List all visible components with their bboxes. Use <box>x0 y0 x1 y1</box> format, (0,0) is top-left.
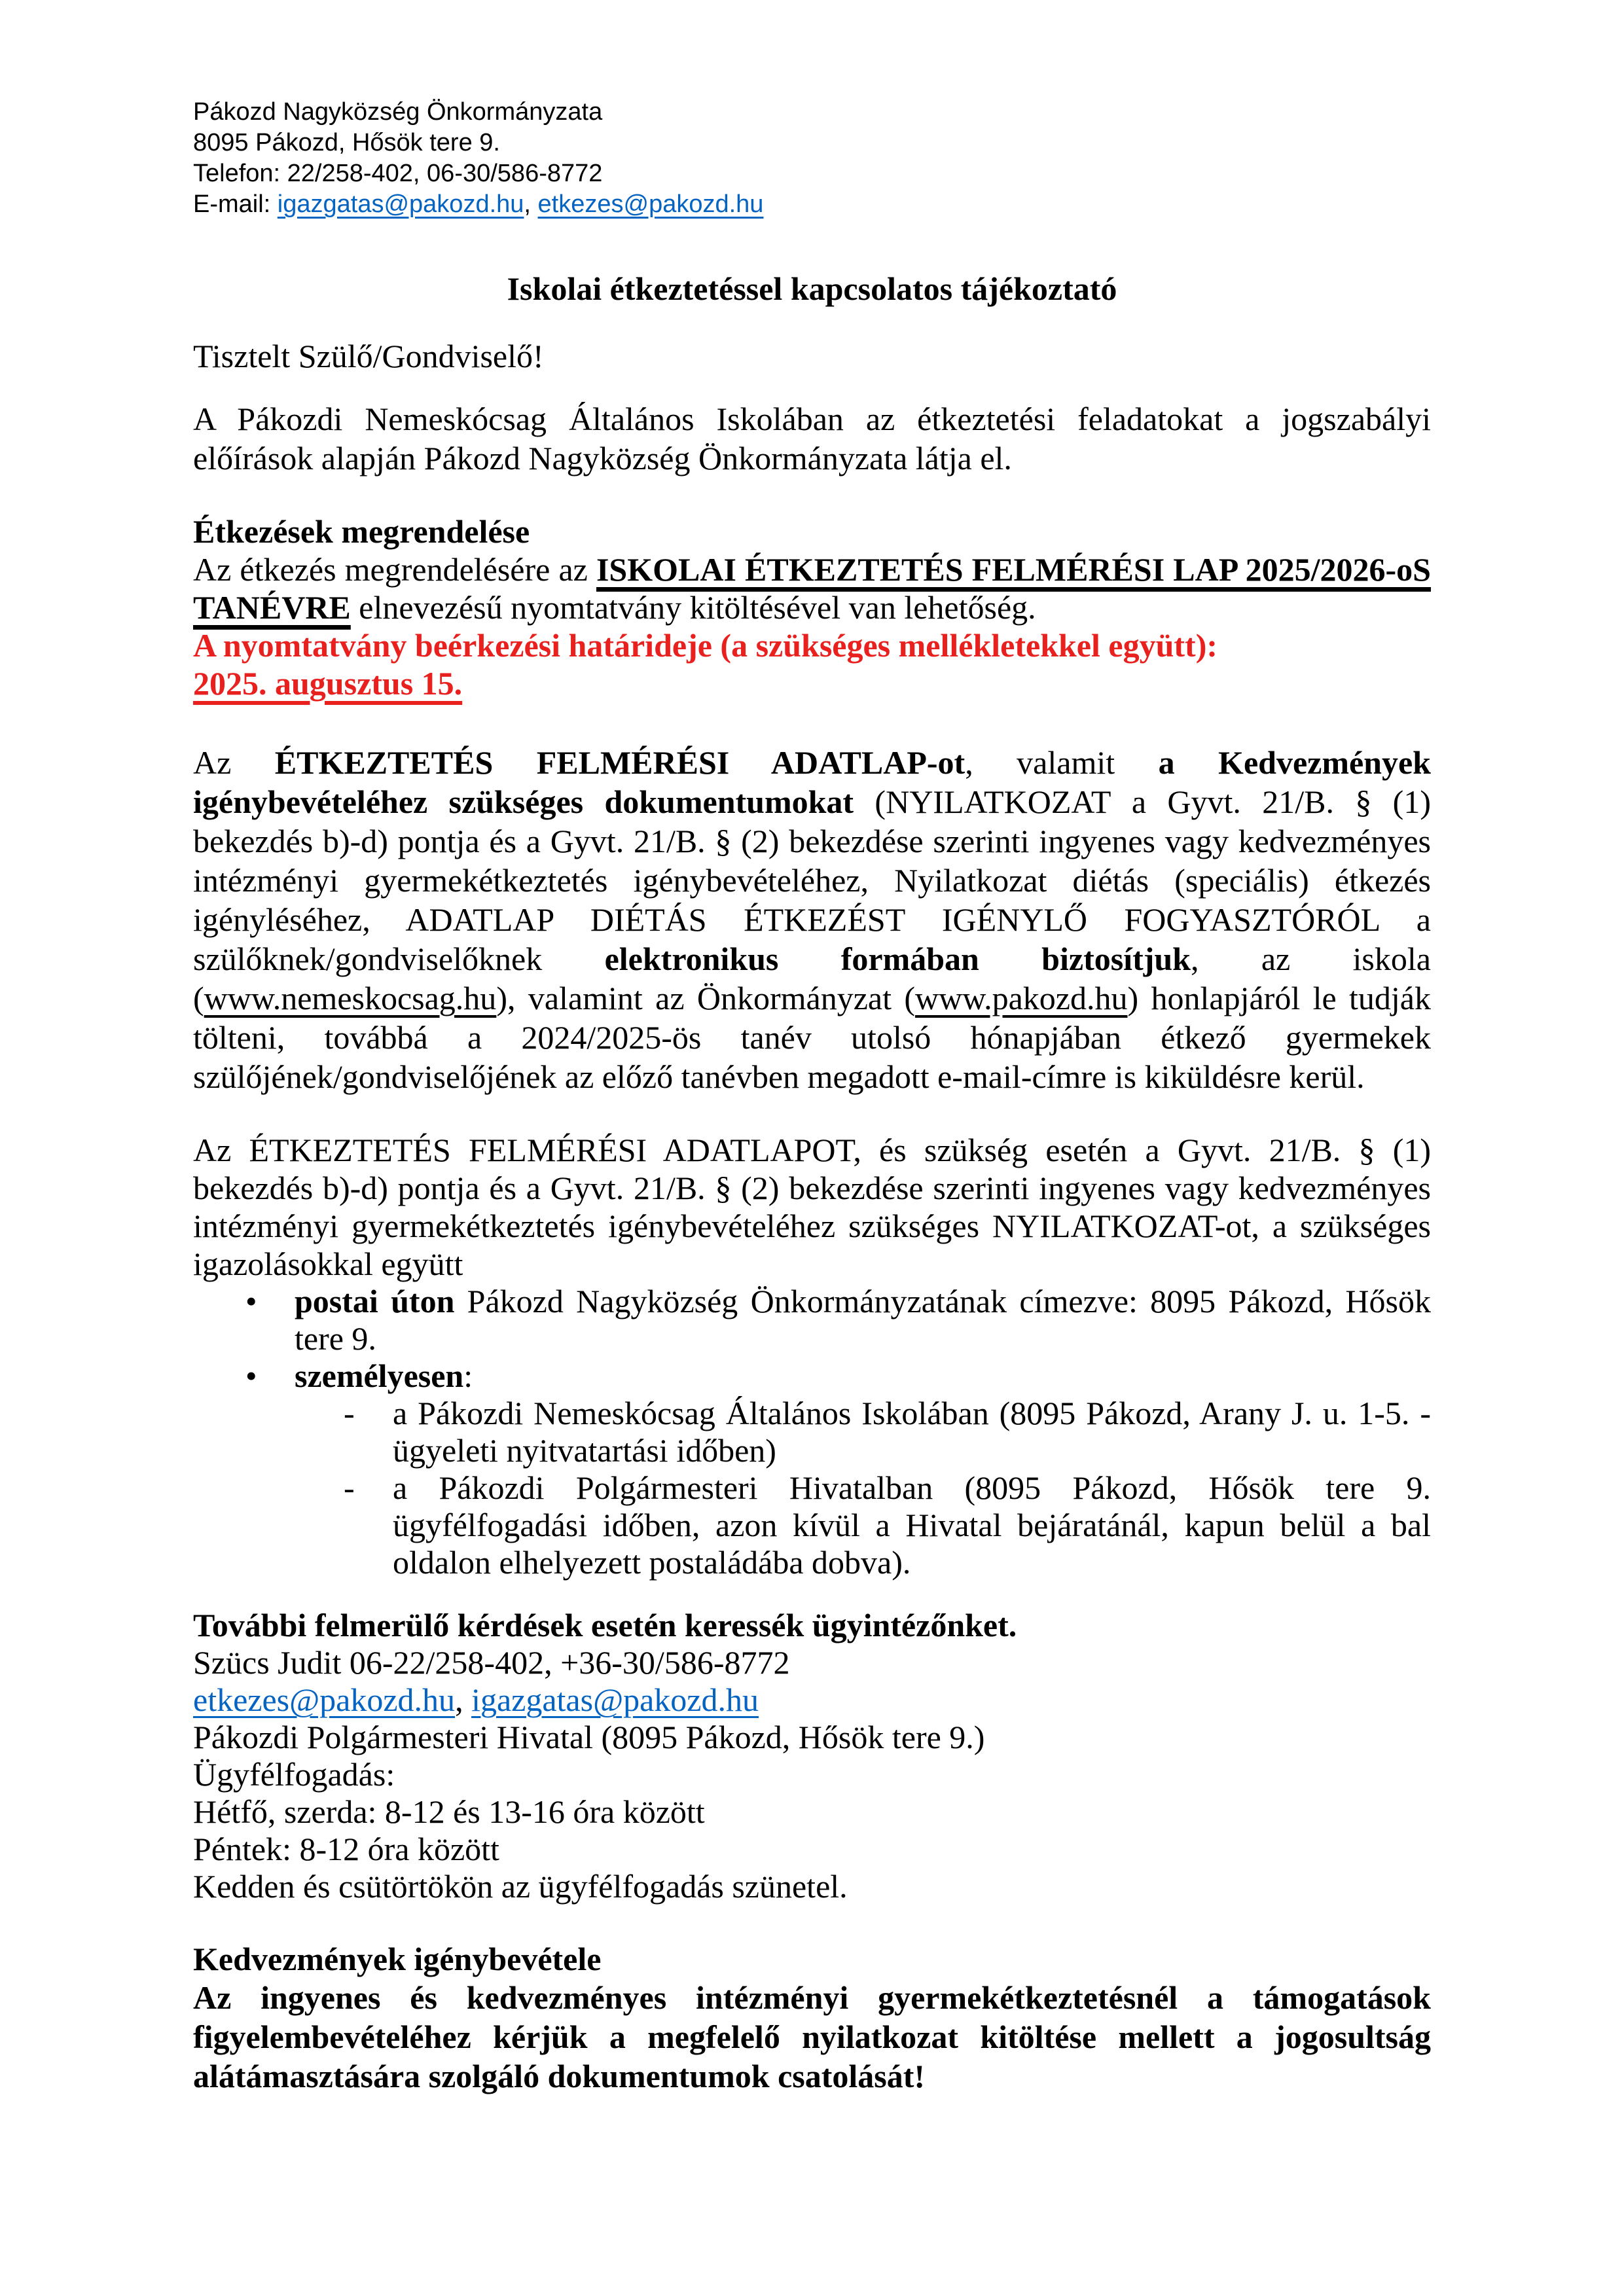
text-run: E-mail: <box>193 190 278 218</box>
bullet-marker: • <box>245 1357 257 1394</box>
text-run: , valamit <box>965 744 1159 781</box>
letterhead-org-name: Pákozd Nagyközség Önkormányzata <box>193 98 603 126</box>
email-link-igazgatas[interactable]: igazgatas@pakozd.hu <box>277 190 524 218</box>
office-hours-label: Ügyfélfogadás: <box>193 1756 395 1793</box>
document-title: Iskolai étkeztetéssel kapcsolatos tájékoztató <box>507 270 1117 307</box>
letterhead <box>193 97 1431 220</box>
order-section <box>193 512 1431 702</box>
dash-marker: - <box>344 1395 355 1431</box>
list-item-postal-text <box>295 1283 1431 1357</box>
text-run: : <box>463 1357 473 1394</box>
text-run: , <box>524 190 538 218</box>
text-run: ISKOLAI ÉTKEZTETÉS FELMÉRÉSI LAP 2025/2026-oS TANÉVRE <box>193 551 1431 626</box>
list-subitem-town-hall <box>193 1469 1431 1581</box>
email-link-etkezes[interactable]: etkezes@pakozd.hu <box>537 190 764 218</box>
letterhead-phone: Telefon: 22/258-402, 06-30/586-8772 <box>193 160 603 187</box>
deadline-label <box>193 626 1431 664</box>
discounts-paragraph: Az ingyenes és kedvezményes intézményi gyermekétkeztetésnél a támogatások figyelembevételéhez kérjük a megfelelő nyilatkozat kitöltése mellett a jogosultság alátámasztására szolgáló dokumentumok csatolását! <box>193 1979 1431 2094</box>
office-hours-closed-days: Kedden és csütörtökön az ügyfélfogadás szünetel. <box>193 1868 848 1905</box>
text-run: 2025. augusztus 15. <box>193 665 463 702</box>
text-run: Az étkezés megrendelésére az <box>193 551 596 588</box>
discounts-heading: Kedvezmények igénybevétele <box>193 1941 602 1977</box>
list-subitem-town-hall-text <box>393 1469 1431 1581</box>
list-item-in-person <box>193 1357 1431 1395</box>
text-run: ), valamint az Önkormányzat ( <box>496 980 916 1016</box>
dash-marker: - <box>344 1469 355 1506</box>
text-run: elnevezésű nyomtatvány kitöltésével van lehetőség. <box>350 589 1036 626</box>
letterhead-address: 8095 Pákozd, Hősök tere 9. <box>193 129 500 156</box>
list-item-postal <box>193 1283 1431 1357</box>
text-run: a Pákozdi Polgármesteri Hivatalban (8095 Pákozd, Hősök tere 9. ügyfélfogadási időben, azon kívül a Hivatal bejáratánál, kapun belül a bal oldalon elhelyezett postaládába dobva). <box>393 1469 1431 1581</box>
url-link-nemeskocsag[interactable]: www.nemeskocsag.hu <box>204 980 497 1016</box>
letterhead-email-line <box>193 189 1431 220</box>
text-run: postai úton <box>295 1283 455 1319</box>
office-hours-friday: Péntek: 8-12 óra között <box>193 1831 499 1867</box>
text-run: Az <box>193 744 275 781</box>
forms-distribution-paragraph <box>193 743 1431 1096</box>
url-link-pakozd[interactable]: www.pakozd.hu <box>915 980 1128 1016</box>
list-subitem-school-text <box>393 1395 1431 1469</box>
contact-officer: Szücs Judit 06-22/258-402, +36-30/586-8772 <box>193 1644 790 1681</box>
contact-heading <box>193 1607 1431 1644</box>
text-run: elektronikus formában biztosítjuk <box>604 941 1191 977</box>
email-link-igazgatas-2[interactable]: igazgatas@pakozd.hu <box>471 1681 759 1718</box>
text-run: , az iskola ( <box>193 941 1431 1016</box>
text-run: ) honlapjáról le tudják tölteni, továbbá a 2024/2025-ös tanév utolsó hónapjában étkező gyermekek szülőjének/gondviselőjének az előző tanévben megadott e-mail-címre is kiküldésre kerül. <box>193 980 1431 1095</box>
text-run: További felmerülő kérdések esetén keressék ügyintézőnket. <box>193 1607 1017 1643</box>
list-subitem-school <box>193 1395 1431 1469</box>
text-run: a Pákozdi Nemeskócsag Általános Iskolában (8095 Pákozd, Arany J. u. 1-5. - ügyeleti nyitvatartási időben) <box>393 1395 1431 1469</box>
submission-options-list <box>193 1283 1431 1581</box>
order-section-body <box>193 550 1431 626</box>
contact-office: Pákozdi Polgármesteri Hivatal (8095 Pákozd, Hősök tere 9.) <box>193 1719 985 1755</box>
text-run: A nyomtatvány beérkezési határideje (a szükséges mellékletekkel együtt): <box>193 627 1218 664</box>
deadline-date <box>193 664 1431 702</box>
document-content <box>0 97 1624 2096</box>
email-link-etkezes-2[interactable]: etkezes@pakozd.hu <box>193 1681 456 1718</box>
list-item-in-person-text <box>295 1357 473 1394</box>
text-run: a Kedvezmények igénybevételéhez szükséges dokumentumokat <box>193 744 1431 820</box>
text-run: Pákozd Nagyközség Önkormányzatának címezve: 8095 Pákozd, Hősök tere 9. <box>295 1283 1431 1357</box>
contact-section <box>193 1607 1431 1905</box>
order-section-heading: Étkezések megrendelése <box>193 513 530 550</box>
salutation: Tisztelt Szülő/Gondviselő! <box>193 338 544 374</box>
text-run: személyesen <box>295 1357 464 1394</box>
text-run: ÉTKEZTETÉS FELMÉRÉSI ADATLAP-ot <box>274 744 965 781</box>
contact-emails <box>193 1681 1431 1719</box>
bullet-marker: • <box>245 1283 257 1319</box>
text-run: (NYILATKOZAT a Gyvt. 21/B. § (1) bekezdés b)-d) pontja és a Gyvt. 21/B. § (2) bekezdése szerinti ingyenes vagy kedvezményes intézményi gyermekétkeztetés igénybevételéhez, Nyilatkozat diétás (speciális) étkezés igényléséhez, ADATLAP DIÉTÁS ÉTKEZÉST IGÉNYLŐ FOGYASZTÓRÓL a szülőknek/gondviselőknek <box>193 783 1431 977</box>
submission-paragraph: Az ÉTKEZTETÉS FELMÉRÉSI ADATLAPOT, és szükség esetén a Gyvt. 21/B. § (1) bekezdés b)-d) pontja és a Gyvt. 21/B. § (2) bekezdése szerinti ingyenes vagy kedvezményes intézményi gyermekétkeztetés igénybevételéhez szükséges NYILATKOZAT-ot, a szükséges igazolásokkal együtt <box>193 1132 1431 1282</box>
intro-paragraph: A Pákozdi Nemeskócsag Általános Iskolában az étkeztetési feladatokat a jogszabályi előírások alapján Pákozd Nagyközség Önkormányzata látja el. <box>193 401 1431 476</box>
office-hours-monday-wednesday: Hétfő, szerda: 8-12 és 13-16 óra között <box>193 1793 705 1830</box>
text-run: , <box>455 1681 472 1718</box>
